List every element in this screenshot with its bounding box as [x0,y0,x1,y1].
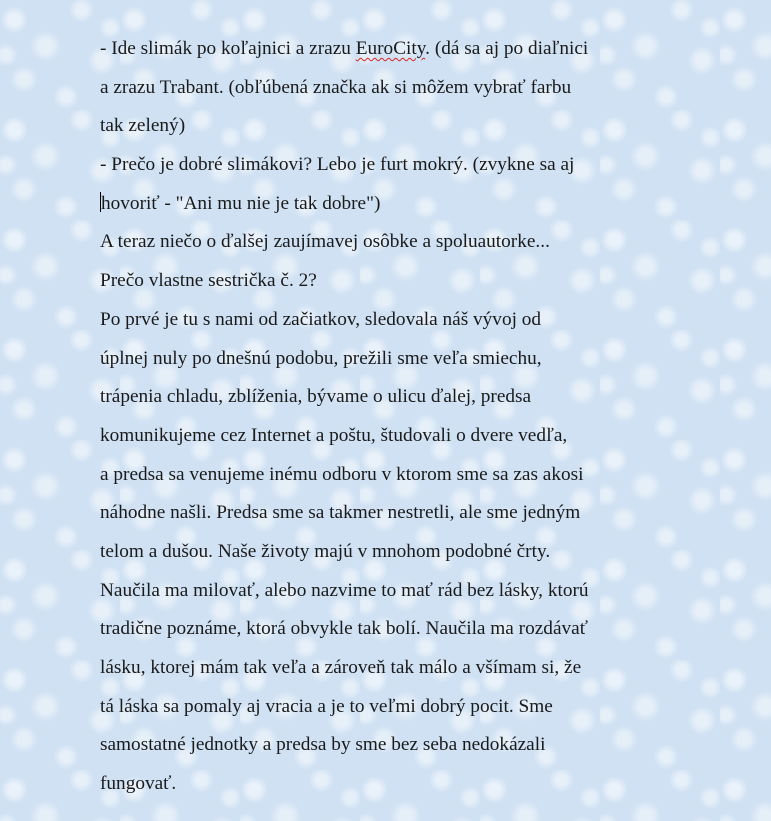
text-line: a zrazu Trabant. (obľúbená značka ak si môžem vybrať farbu [100,76,572,98]
text-line: lásku, ktorej mám tak veľa a zároveň tak málo a všímam si, že [100,657,582,678]
text-line: úplnej nuly po dnešnú podobu, prežili sme veľa smiechu, [100,347,542,369]
text-segment: . (dá sa aj po diaľnici [425,38,589,59]
text-line: a predsa sa venujeme inému odboru v ktorom sme sa zas akosi [100,463,584,485]
text-line: telom a dušou. Naše životy majú v mnohom podobné črty. [100,540,551,562]
document-page[interactable] [100,30,700,804]
text-line: náhodne našli. Predsa sme sa takmer nestretli, ale sme jedným [100,502,581,524]
text-line: tá láska sa pomaly aj vracia a je to veľmi dobrý pocit. Sme [100,695,553,717]
text-line: samostatné jednotky a predsa by sme bez seba nedokázali [100,734,546,756]
text-line: trápenia chladu, zblíženia, bývame o ulicu ďalej, predsa [100,386,532,408]
spellcheck-flagged-word[interactable]: EuroCity [355,38,426,59]
text-line: tak zelený) [100,115,186,137]
text-line: tradične poznáme, ktorá obvykle tak bolí. Naučila ma rozdávať [100,618,588,640]
text-line: komunikujeme cez Internet a poštu, študovali o dvere vedľa, [100,424,568,446]
text-line [100,185,700,224]
text-line: Prečo vlastne sestrička č. 2? [100,270,317,292]
text-line: A teraz niečo o ďalšej zaujímavej osôbke a spoluautorke... [100,231,550,253]
text-line: Po prvé je tu s nami od začiatkov, sledovala náš vývoj od [100,308,542,330]
text-line: - Prečo je dobré slimákovi? Lebo je furt mokrý. (zvykne sa aj [100,154,575,176]
text-line: fungovať. [100,773,177,795]
text-line: Naučila ma milovať, alebo nazvime to mať rád bez lásky, ktorú [100,579,589,601]
text-segment: hovoriť - "Ani mu nie je tak dobre") [101,192,381,214]
text-line [100,30,700,69]
text-segment: - Ide slimák po koľajnici a zrazu [100,38,356,59]
